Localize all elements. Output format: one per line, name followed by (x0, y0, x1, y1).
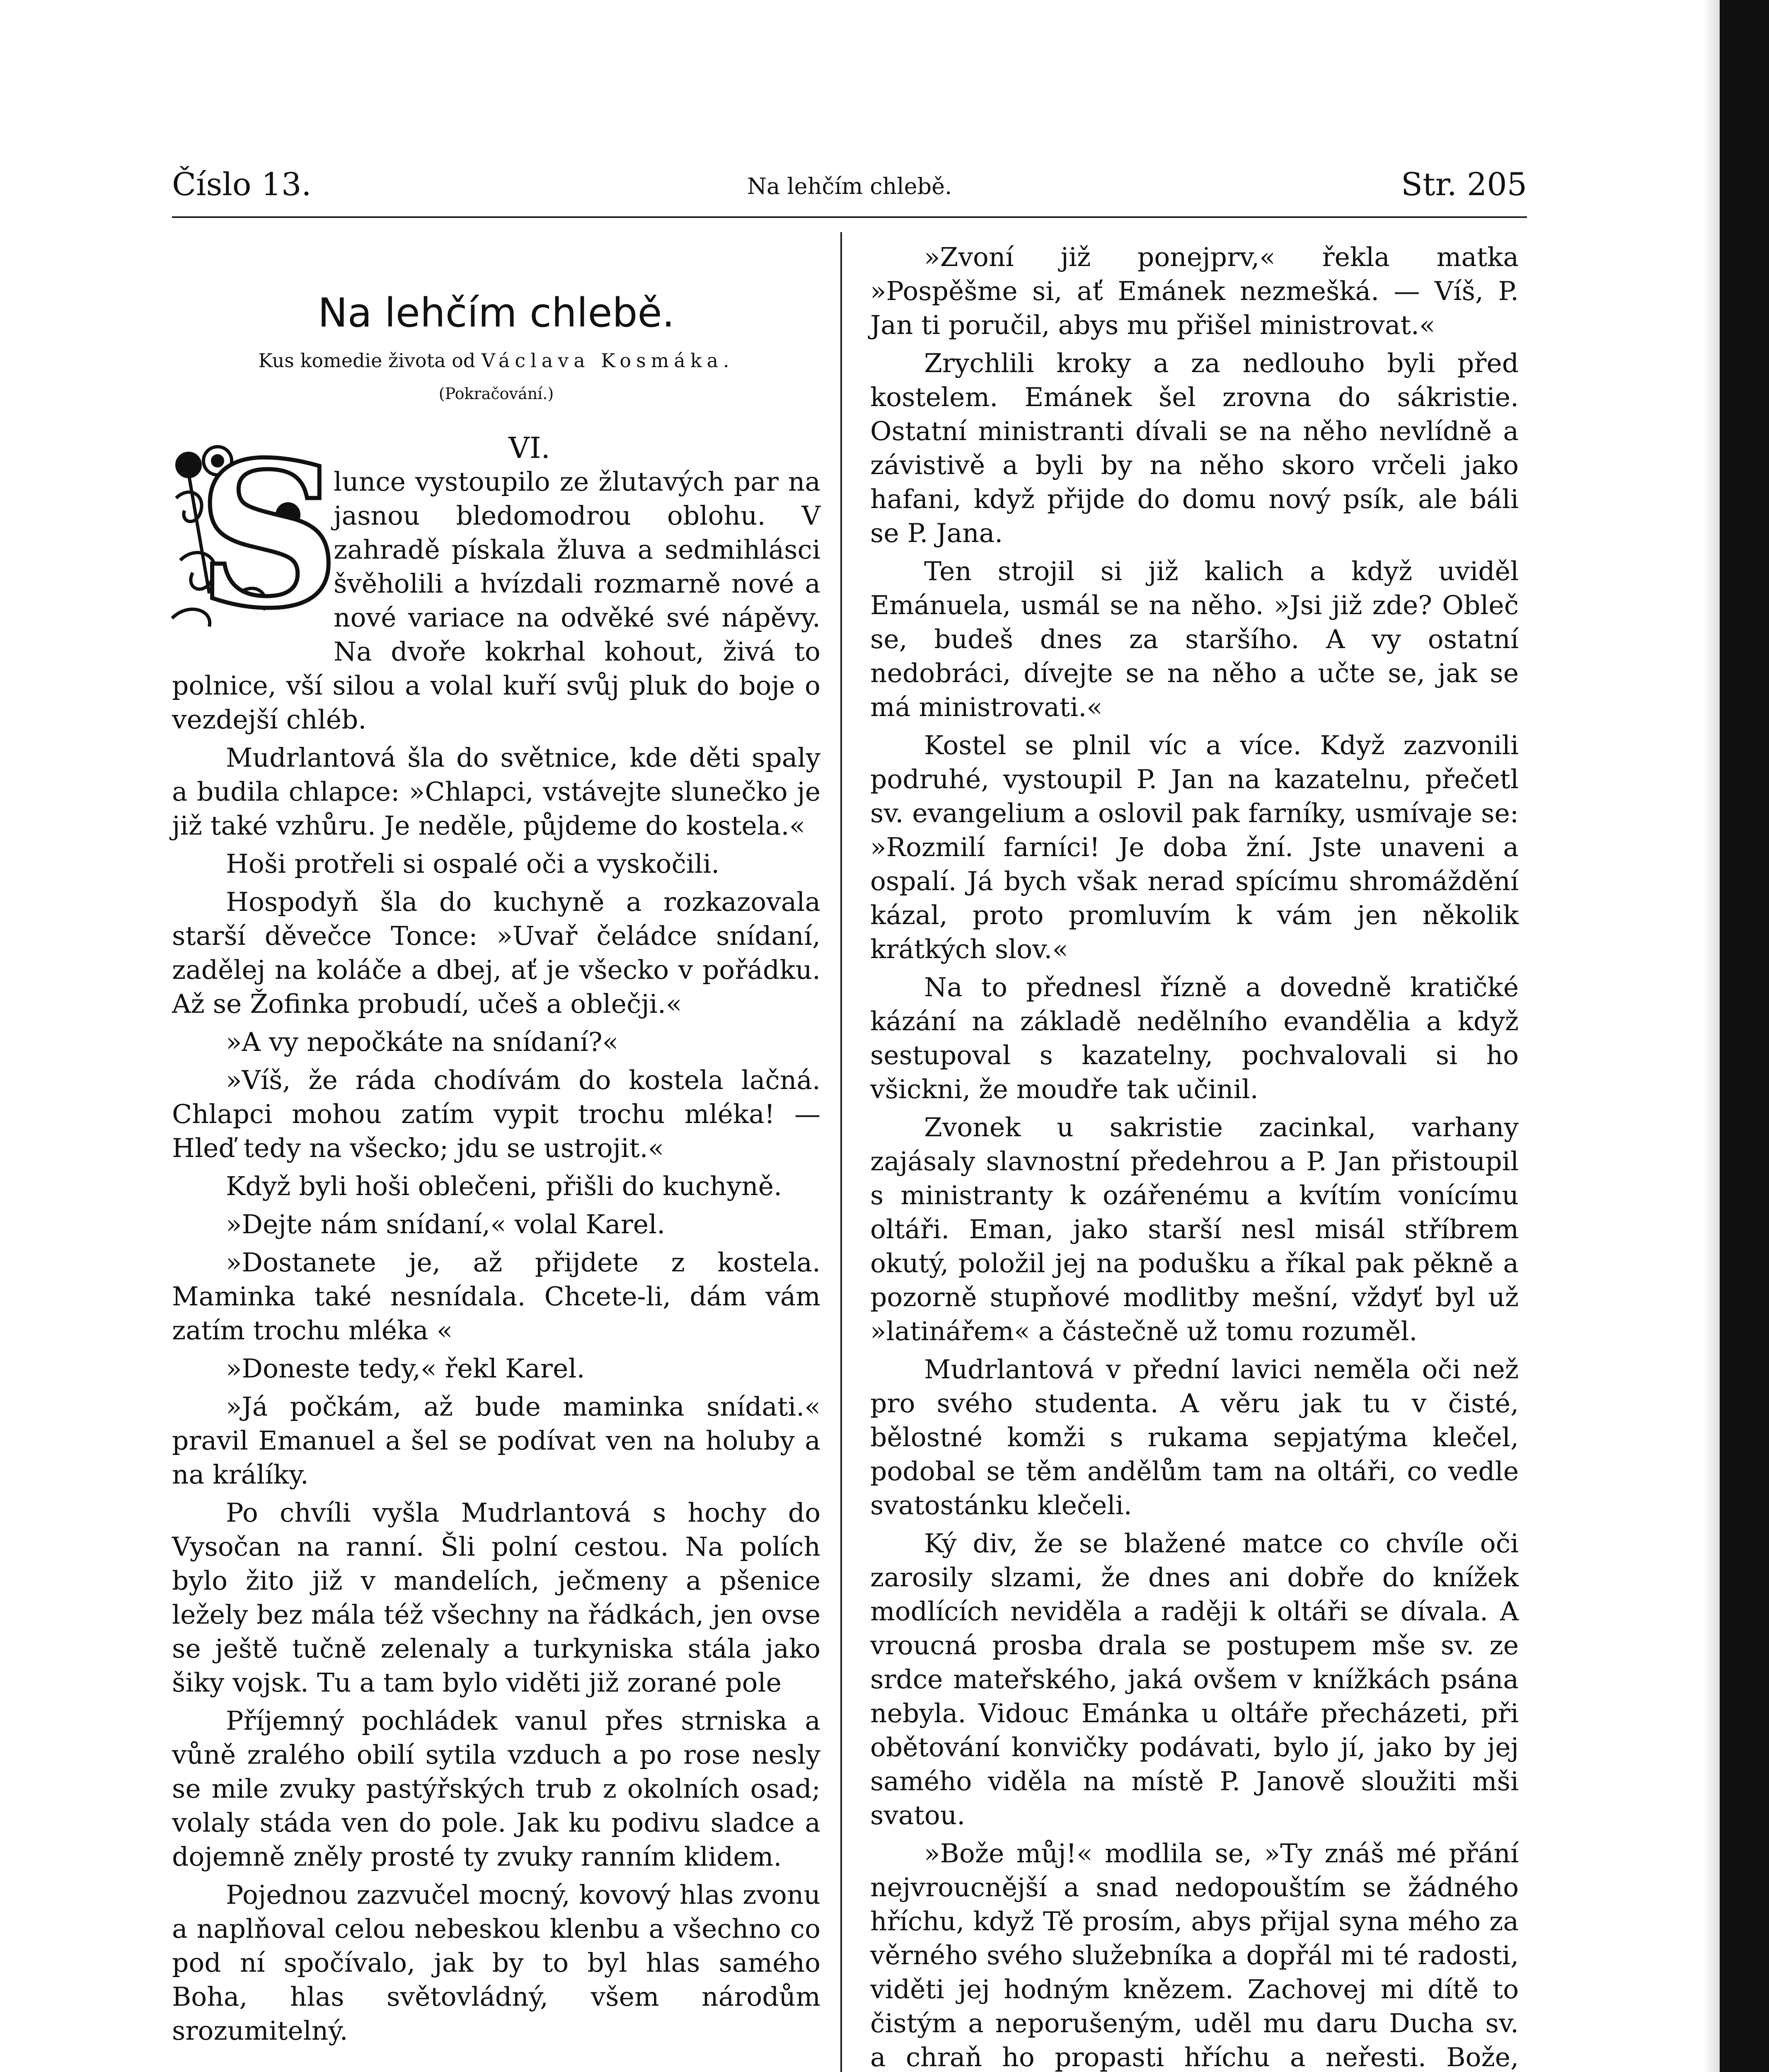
subtitle-prefix: Kus komedie života od (258, 349, 476, 372)
paragraph: »Víš, že ráda chodívám do kostela lačná. Chlapci mohou zatím vypit trochu mléka! — Hleď tedy na všecko; jdu se ustrojit.« (172, 1065, 820, 1163)
ornamental-initial (164, 419, 341, 652)
running-title: Na lehčím chlebě. (747, 173, 952, 199)
paragraph: »Já počkám, až bude maminka snídati.« pravil Emanuel a šel se podívat ven na holuby a na králíky. (172, 1392, 820, 1490)
left-column-text (172, 465, 820, 2048)
paragraph: Mudrlantová šla do světnice, kde děti spaly a budila chlapce: »Chlapci, vstávejte slunečko je již také vzhůru. Je neděle, půjdeme do kostela.« (172, 743, 820, 841)
subtitle-author: Václava Kosmáka. (481, 349, 734, 372)
paragraph: »A vy nepočkáte na snídaní?« (226, 1027, 619, 1057)
page-header (172, 166, 1527, 211)
paragraph: Hospodyň šla do kuchyně a rozkazovala starší děvečce Tonce: »Uvař čeládce snídaní, zadělej na koláče a dbej, ať je všecko v pořádku. Až se Žofinka probudí, učeš a oblečji.« (172, 887, 820, 1019)
page-edge (1720, 0, 1769, 2072)
header-rule (172, 216, 1527, 218)
paragraph: Po chvíli vyšla Mudrlantová s hochy do Vysočan na ranní. Šli polní cestou. Na polích bylo žito již v mandelích, ječmeny a pšenice ležely bez mála též všechny na řádkách, jen ovse se ještě tučně zelenaly a turkyniska stála jako šiky vojsk. Tu a tam bylo viděti již zorané pole (172, 1498, 820, 1698)
paragraph: lunce vystoupilo ze žlutavých par na jasnou bledomodrou oblohu. V zahradě pískala žluva a sedmihlásci švěholili a hvízdali rozmarně nové a nové variace na odvěké své nápěvy. Na dvoře kokrhal kohout, živá to polnice, vší silou a volal kuří svůj pluk do boje o vezdejší chléb. (172, 467, 820, 735)
paragraph: Hoši protřeli si ospalé oči a vyskočili. (226, 849, 720, 879)
left-column (172, 240, 820, 2048)
page-number: Str. 205 (1401, 166, 1527, 203)
paragraph: »Bože můj!« modlila se, »Ty znáš mé přání nejvroucnější a snad nedopouštím se žádného hříchu, když Tě prosím, abys přijal syna mého za věrného svého služebníka a dopřál mi té radosti, viděti jej hodným knězem. Zachovej mi dítě to čistým a neporušeným, uděl mu daru Ducha sv. a chraň ho propasti hříchu a neřesti. Bože, (870, 1838, 1519, 2072)
issue-number: Číslo 13. (172, 166, 312, 203)
dropcap-letter: S (197, 419, 341, 652)
paragraph: »Zvoní již ponejprv,« řekla matka »Pospěšme si, ať Emánek nezmešká. — Víš, P. Jan ti poručil, abys mu přišel ministrovat.« (870, 242, 1519, 340)
right-column-text (870, 240, 1519, 2072)
article-subtitle (172, 348, 820, 373)
continuation-note: (Pokračování.) (438, 385, 554, 403)
paragraph: »Dostanete je, až přijdete z kostela. Maminka také nesnídala. Chcete-li, dám vám zatím trochu mléka « (172, 1247, 820, 1346)
paragraph: Mudrlantová v přední lavici neměla oči než pro svého studenta. A věru jak tu v čisté, bělostné komži s rukama sepjatýma klečel, podobal se těm andělům tam na oltáři, co vedle svatostánku klečeli. (870, 1354, 1519, 1520)
article-title: Na lehčím chlebě. (317, 290, 675, 336)
paragraph: Ten strojil si již kalich a když uviděl Emánuela, usmál se na něho. »Jsi již zde? Obleč se, budeš dnes za staršího. A vy ostatní nedobráci, dívejte se na něho a učte se, jak se má ministrovati.« (870, 556, 1519, 722)
paragraph: Příjemný pochládek vanul přes strniska a vůně zralého obilí sytila vzduch a po rose nesly se mile zvuky pastýřských trub z okolních osad; volaly stáda ven do pole. Jak ku podivu sladce a dojemně zněly prosté ty zvuky ranním klidem. (172, 1706, 820, 1872)
page-edge-shadow (1703, 0, 1720, 2072)
paragraph: Ký div, že se blažené matce co chvíle oči zarosily slzami, že dnes ani dobře do knížek modlících neviděla a raději k oltáři se dívala. A vroucná prosba drala se postupem mše sv. ze srdce mateřského, jaká ovšem v knížkách psána nebyla. Vidouc Emánka u oltáře přecházeti, při obětování konvičky podávati, bylo jí, jako by jej samého viděla na místě P. Janově sloužiti mši svatou. (870, 1528, 1519, 1830)
paragraph: »Dejte nám snídaní,« volal Karel. (226, 1209, 665, 1239)
column-rule (840, 232, 842, 2072)
paragraph: Zvonek u sakristie zacinkal, varhany zajásaly slavnostní předehrou a P. Jan přistoupil s ministranty k ozářenému a kvítím vonícímu oltáři. Eman, jako starší nesl misál stříbrem okutý, položil jej na podušku a říkal pak pěkně a pozorně stupňové modlitby mešní, vždyť byl už »latinářem« a částečně už tomu rozuměl. (870, 1112, 1519, 1346)
paragraph: Když byli hoši oblečeni, přišli do kuchyně. (226, 1171, 782, 1201)
paragraph: Pojednou zazvučel mocný, kovový hlas zvonu a naplňoval celou nebeskou klenbu a všechno co pod ní spočívalo, jak by to byl hlas samého Boha, hlas světovládný, všem národům srozumitelný. (172, 1880, 820, 2046)
paragraph: Na to přednesl řízně a dovedně kratičké kázání na základě nedělního evandělia a když sestupoval s kazatelny, pochvalovali si ho všickni, že moudře tak učinil. (870, 972, 1519, 1104)
right-column (870, 240, 1519, 2072)
chapter-number: VI. (508, 431, 550, 465)
paragraph: Kostel se plnil víc a více. Když zazvonili podruhé, vystoupil P. Jan na kazatelnu, přečetl sv. evangelium a oslovil pak farníky, usmívaje se: »Rozmilí farníci! Je doba žní. Jste unaveni a ospalí. Já bych však nerad spícímu shromáždění kázal, proto promluvím k vám jen několik krátkých slov.« (870, 730, 1519, 964)
paragraph: »Doneste tedy,« řekl Karel. (226, 1353, 585, 1384)
paragraph: Zrychlili kroky a za nedlouho byli před kostelem. Emánek šel zrovna do sákristie. Ostatní ministranti dívali se na něho nevlídně a závistivě a byli by na něho skoro vrčeli jako hafani, když přijde do domu nový psík, ale báli se P. Jana. (870, 348, 1519, 548)
